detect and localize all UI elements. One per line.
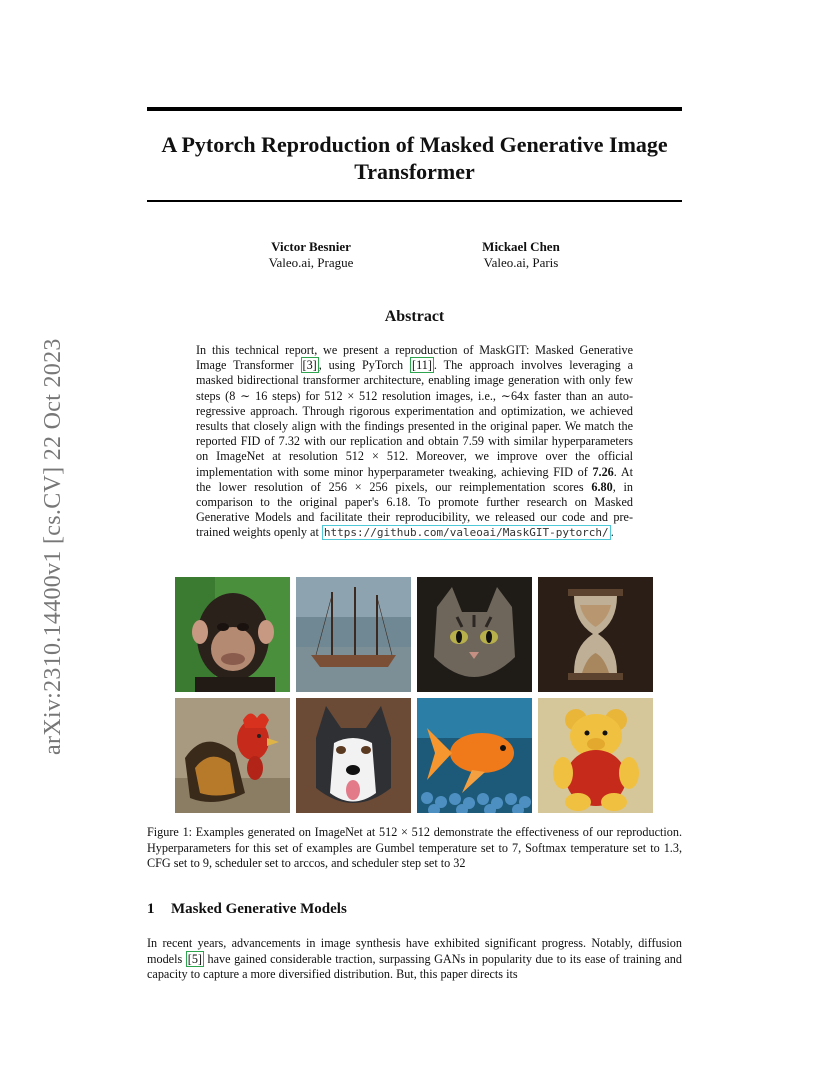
github-link[interactable]: https://github.com/valeoai/MaskGIT-pytorch/ [323,526,609,540]
figure-caption: Figure 1: Examples generated on ImageNet at 512 × 512 demonstrate the effectiveness of our reproduction. Hyperparameters for this set of examples are Gumbel temperature set to 7, Softmax temperature set to 1.3, CFG set to 9, scheduler set to arccos, and scheduler step set to 32 [147,825,682,870]
section-number: 1 [147,901,155,917]
author-name: Mickael Chen [482,239,560,254]
author-affiliation: Valeo.ai, Prague [268,255,354,270]
image-rooster [175,698,290,813]
section-title: Masked Generative Models [171,901,347,917]
image-chimpanzee [175,577,290,692]
arxiv-stamp: arXiv:2310.14400v1 [cs.CV] 22 Oct 2023 [40,338,66,755]
fid-value: 7.26 [592,464,614,479]
author-2 [421,239,621,271]
image-husky [296,698,411,813]
abstract-part: . [610,525,614,540]
image-teddy-bear [538,698,653,813]
body-part: have gained considerable traction, surpassing GANs in popularity due to its ease of training and capacity to capture a more diversified distribution. But, this paper directs its [147,951,682,981]
image-hourglass [538,577,653,692]
fid-value: 6.80 [591,479,613,494]
citation-link[interactable]: [5] [187,951,202,966]
author-1 [211,239,411,271]
abstract-part: , using PyTorch [318,358,411,373]
body-part: In recent years, advancements in image synthesis have exhibited significant progress. Notably, diffusion models [147,936,682,966]
abstract-text [196,343,633,541]
abstract-part: . The approach involves leveraging a masked bidirectional transformer architecture, enabling image generation with only few steps (8 ∼ 16 steps) for 512 × 512 resolution images, i.e., ∼64x faster than an auto-regressive approach. Through rigorous experimentation and optimization, we achieved results that closely align with the findings presented in the original paper. We match the reported FID of 7.32 with our replication and obtain 7.59 with similar hyperparameters on ImageNet at resolution 512 × 512. Moreover, we improve over the official implementation with some minor hyperparameter tweaking, achieving FID of [196,358,633,479]
citation-link[interactable]: [3] [302,358,317,373]
image-goldfish [417,698,532,813]
title-rule-bottom [147,200,682,202]
paper-title: A Pytorch Reproduction of Masked Generative Image Transformer [161,132,668,184]
section-heading [147,901,347,918]
section-body [147,936,682,983]
author-name: Victor Besnier [271,239,351,254]
abstract-part: , in comparison to the original paper's 6.18. To promote further research on Masked Generative Models and facilitate their reproducibility, we released our code and pre-trained weights openly at [196,479,633,540]
abstract-part: . At the lower resolution of 256 × 256 pixels, our reimplementation scores [196,464,634,494]
image-sailing-ship [296,577,411,692]
title-rule-top [147,107,682,111]
image-tabby-cat [417,577,532,692]
author-affiliation: Valeo.ai, Paris [483,255,559,270]
figure-image-grid [175,577,653,813]
citation-link[interactable]: [11] [412,358,432,373]
abstract-part: In this technical report, we present a reproduction of MaskGIT: Masked Generative Image Transformer [196,343,633,373]
abstract-heading: Abstract [384,308,445,325]
